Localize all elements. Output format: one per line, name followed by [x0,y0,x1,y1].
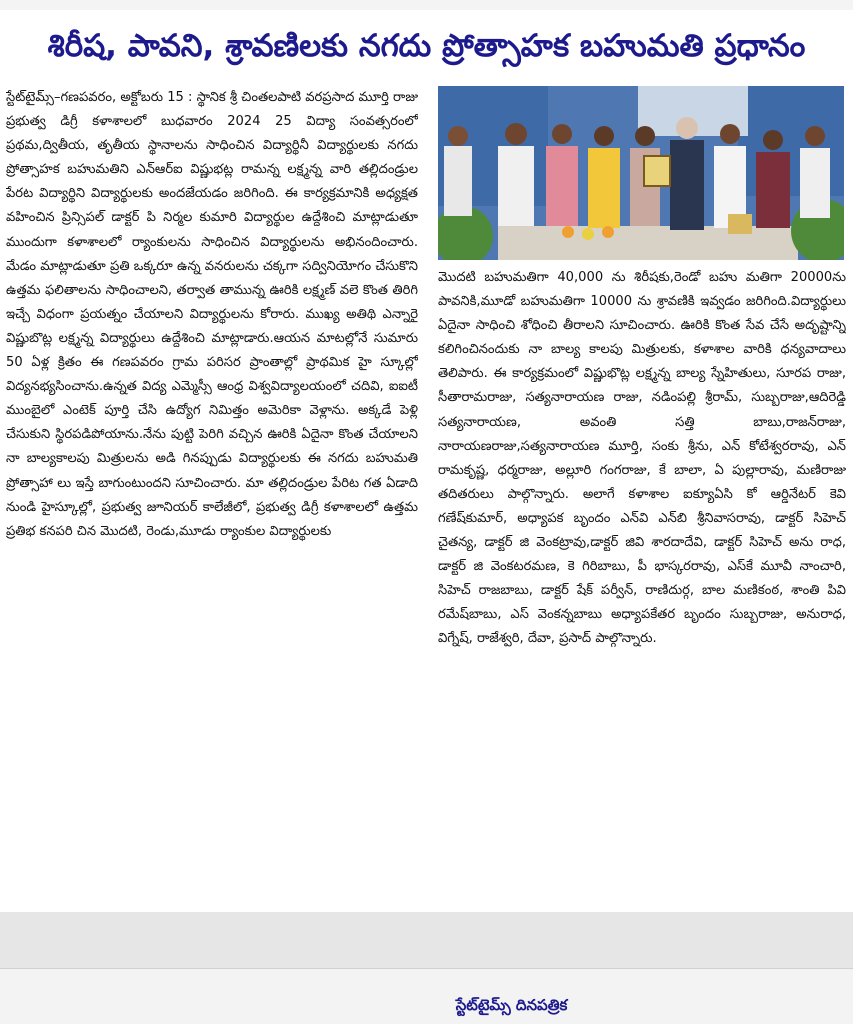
event-photo [438,86,844,260]
article-left-body: స్థానిక శ్రీ చింతలపాటి వరప్రసాద మూర్తి రాజు ప్రభుత్వ డిగ్రీ కళాశాలలో బుధవారం 2024 25 విద్యా సంవత్సరంలో ప్రథమ,ద్వితీయ, తృతీయ స్థానాలను సాధించిన విద్యార్థినీ విద్యార్థులకు నగదు ప్రోత్సాహక బహుమతిని ఎన్ఆర్ఐ విష్ణుభట్ల రామన్న లక్ష్మన్న వారి తల్లిదండ్రుల పేరట విద్యార్థిని విద్యార్థులకు అందజేయడం జరిగింది. ఈ కార్యక్రమానికి అధ్యక్షత వహించిన ప్రిన్సిపల్ డాక్టర్ పి నిర్మల కుమారి విద్యార్థుల ఉద్దేశించి మాట్లాడుతూ ముందుగా కళాశాలలో ర్యాంకులను సాధించిన విద్యార్థులను అభినందించారు. మేడం మాట్లాడుతూ ప్రతి ఒక్కరూ ఉన్న వనరులను చక్కగా సద్వినియోగం చేసుకొని ఉత్తమ ఫలితాలను సాధించాలని, తర్వాత తామున్న ఊరికి లక్ష్మణ్ వలె కొంత తిరిగి ఇచ్చే విధంగా ప్రయత్నం చేయాలని విద్యార్థులను కోరారు. ముఖ్య అతిథి ఎన్నారై విష్ణుబొట్ల లక్ష్మన్న విద్యార్థులు ఉద్దేశించి మాట్లాడారు.ఆయన మాటల్లోనే సుమారు 50 ఏళ్ల క్రితం ఈ గణపవరం గ్రామ పరిసర ప్రాంతాల్లో ప్రాథమిక హై స్కూల్లో విద్యనభ్యసించాను.ఉన్నత విద్య ఎమ్మెస్సీ ఆంధ్ర విశ్వవిద్యాలయంలో చదివి, ఐఐటీ ముంబైలో ఎంటెక్ పూర్తి చేసి ఉద్యోగ నిమిత్తం అమెరికా వెళ్లాను. అక్కడే పెళ్లి చేసుకుని స్థిరపడిపోయాను.నేను పుట్టి పెరిగి వచ్చిన ఊరికి ఏదైనా కొంత చేయాలని నా బాల్యకాలపు మిత్రులను అడి గినప్పుడు విద్యార్థులకు ఈ నగదు బహుమతి ప్రోత్సాహా లు ఇస్తే బాగుంటుందని సూచించారు. మా తల్లిదండ్రుల పేరిట గత ఏడాది నుండి హైస్కూల్లో, ప్రభుత్వ జూనియర్ కాలేజీలో, ప్రభుత్వ డిగ్రీ కళాశాలలో ఉత్తమ ప్రతిభ కనపరి చిన మొదటి, రెండు,మూడు ర్యాంకుల విద్యార్థులకు [6,90,418,539]
footer-divider [0,968,853,969]
event-photo-illustration [438,86,844,260]
footer-newspaper-brand: స్టేట్‌టైమ్స్ దినపత్రిక [455,996,568,1014]
article-right-column: మొదటి బహుమతిగా 40,000 ను శిరీషకు,రెండో బహు మతిగా 20000ను పావనికి,మూడో బహుమతిగా 10000 ను శ్రావణికి ఇవ్వడం జరిగింది.విద్యార్థులు ఏదైనా సాధించి శోధించి తీరాలని సూచించారు. ఊరికి కొంత సేవ చేసే అదృష్టాన్ని కలిగించినందుకు నా బాల్య కాలపు మిత్రులకు, కళాశాల వారికి ధన్యవాదాలు తెలిపారు. ఈ కార్యక్రమంలో విష్ణుభొట్ల లక్ష్మన్న బాల్య స్నేహితులు, సూరప రాజు, సీతారామరాజు, సత్యనారాయణ రాజు, నడింపల్లి శ్రీరామ్, సుబ్బరాజు,ఆదిరెడ్డి సత్యనారాయణ, అవంతి సత్తి బాబు,రాజన్‌రాజు, నారాయణరాజు,సత్యనారాయణ మూర్తి, సంకు శ్రీను, ఎన్ కోటేశ్వరరావు, ఎన్ రామకృష్ణ, ధర్మరాజు, అల్లూరి గంగరాజు, కే బాలా, ఏ పుల్లారావు, మణిరాజు తదితరులు పాల్గొన్నారు. అలాగే కళాశాల ఐక్యూఏసి కో ఆర్డినేటర్ కెవి గణేష్‌కుమార్, అధ్యాపక బృందం ఎన్‌వి ఎన్‌బి శ్రీనివాసరావు, డాక్టర్ సిహెచ్ చైతన్య, డాక్టర్ జి వెంకట్రావు,డాక్టర్ జివి శారదాదేవి, డాక్టర్ సిహెచ్ అను రాధ, డాక్టర్ జి వెంకటరమణ, కె గిరిబాబు, పీ భాస్కరరావు, ఎస్‌కే మూవీ నాంచారి, సిహెచ్ రాజబాబు, డాక్టర్ షేక్ పర్వీన్, రాణిదుర్గ, బాల మణికంఠ, శాంతి పివి రమేష్‌బాబు, ఎస్ వెంకన్నబాబు అధ్యాపకేతర బృందం సుబ్బరాజు, అనురాధ, విగ్నేష్, రాజేశ్వరి, దేవా, ప్రసాద్ పాల్గొన్నారు. [438,270,846,647]
article-left-column [6,86,418,892]
top-cropped-strip [0,0,853,10]
photo-table [498,226,798,260]
photo-award-frame [644,156,670,186]
article-headline: శిరీష, పావని, శ్రావణిలకు నగదు ప్రోత్సాహక బహుమతి ప్రధానం [47,28,806,64]
page-bottom-band [0,912,853,968]
article-dateline: స్టేట్‌టైమ్స్–గణపవరం, అక్టోబరు 15 : [6,90,197,105]
